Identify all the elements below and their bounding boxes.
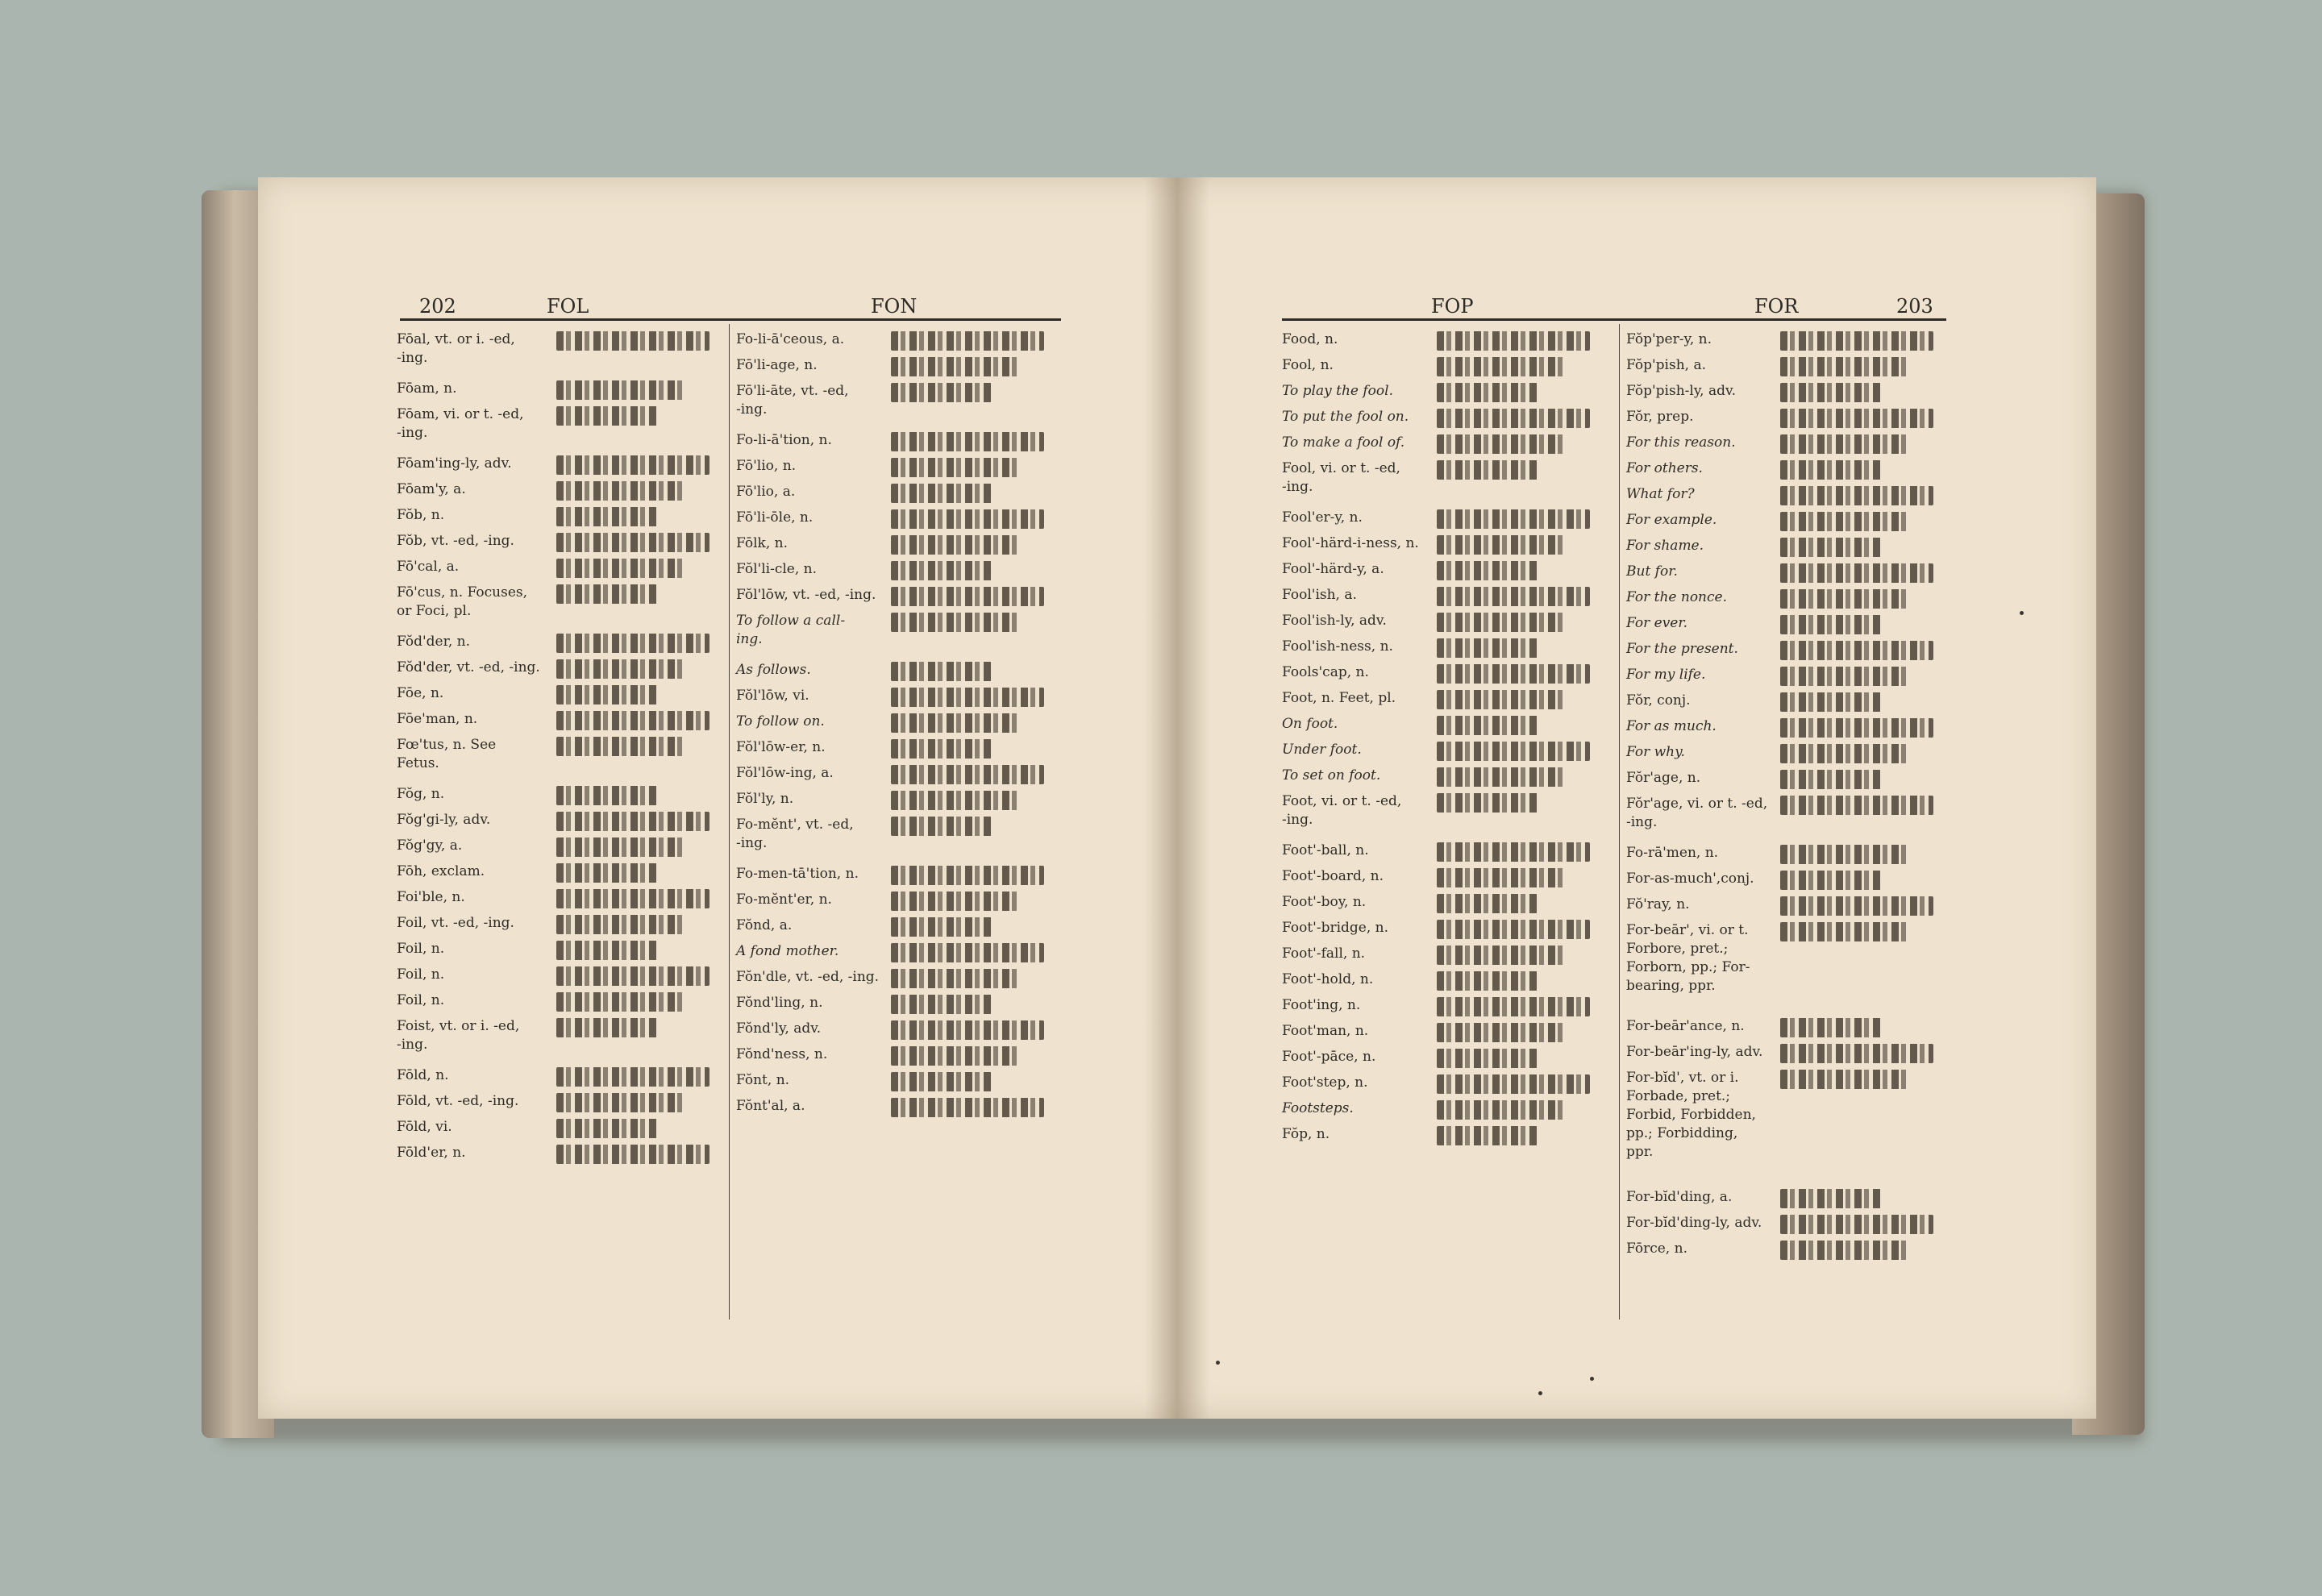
dictionary-entry: Fool'-härd-y, a. — [1282, 561, 1384, 577]
dictionary-entry: Foot'-bridge, n. — [1282, 920, 1389, 936]
paper-speck — [1590, 1377, 1594, 1381]
japanese-gloss-block — [1780, 1018, 1881, 1037]
dictionary-entry: On foot. — [1282, 716, 1338, 732]
dictionary-entry: Fool'er-y, n. — [1282, 509, 1363, 526]
japanese-gloss-block — [1780, 1241, 1909, 1260]
japanese-gloss-block — [556, 889, 710, 908]
dictionary-entry: Fōam, vi. or t. -ed, -ing. — [397, 406, 524, 441]
dictionary-entry: For example. — [1626, 512, 1717, 528]
dictionary-entry: Foot'-hold, n. — [1282, 971, 1374, 987]
japanese-gloss-block — [1780, 744, 1909, 763]
japanese-gloss-block — [1437, 460, 1538, 480]
dictionary-entry: Fŏnd'ling, n. — [736, 995, 823, 1011]
japanese-gloss-block — [891, 892, 1020, 911]
japanese-gloss-block — [1780, 486, 1933, 505]
dictionary-entry: Foil, n. — [397, 966, 445, 983]
dictionary-entry: To set on foot. — [1282, 767, 1381, 783]
dictionary-entry: Fōam'ing-ly, adv. — [397, 455, 512, 472]
book-gutter — [1145, 177, 1209, 1419]
dictionary-entry: Fŏn'dle, vt. -ed, -ing. — [736, 969, 880, 985]
japanese-gloss-block — [1437, 331, 1590, 351]
japanese-gloss-block — [1437, 767, 1566, 787]
japanese-gloss-block — [1437, 509, 1590, 529]
japanese-gloss-block — [891, 1020, 1044, 1040]
japanese-gloss-block — [556, 711, 710, 730]
right-heading-for: FOR — [1754, 295, 1799, 318]
dictionary-entry: Fŏd'der, n. — [397, 634, 471, 650]
paper-speck — [1538, 1391, 1542, 1395]
dictionary-entry: For-bĭd', vt. or i. Forbade, pret.; Forbid, Forbidden, pp.; Forbidding, ppr. — [1626, 1070, 1756, 1160]
left-page-number: 202 — [419, 295, 456, 318]
dictionary-entry: For the nonce. — [1626, 589, 1727, 605]
dictionary-entry: Fŏr'age, n. — [1626, 770, 1701, 786]
dictionary-entry: But for. — [1626, 563, 1678, 580]
japanese-gloss-block — [1437, 1074, 1590, 1094]
dictionary-entry: Foot'-board, n. — [1282, 868, 1384, 884]
japanese-gloss-block — [556, 685, 657, 704]
japanese-gloss-block — [891, 662, 992, 681]
dictionary-entry: For-beār'ance, n. — [1626, 1018, 1745, 1034]
japanese-gloss-block — [1437, 868, 1566, 887]
dictionary-entry: Fools'cap, n. — [1282, 664, 1369, 680]
dictionary-entry: Fŏg'gi-ly, adv. — [397, 812, 491, 828]
paper-speck — [1216, 1361, 1220, 1365]
dictionary-entry: Fō'li-ōle, n. — [736, 509, 814, 526]
japanese-gloss-block — [891, 739, 992, 759]
dictionary-entry: For ever. — [1626, 615, 1688, 631]
dictionary-entry: Fo-li-ā'tion, n. — [736, 432, 832, 448]
dictionary-entry: Footsteps. — [1282, 1100, 1354, 1116]
dictionary-entry: Fō'li-āte, vt. -ed, -ing. — [736, 383, 849, 418]
dictionary-entry: To follow a call- ing. — [736, 613, 846, 647]
japanese-gloss-block — [1437, 383, 1538, 402]
left-header-rule — [400, 318, 1061, 321]
japanese-gloss-block — [556, 837, 685, 857]
japanese-gloss-block — [1780, 357, 1909, 376]
japanese-gloss-block — [891, 509, 1044, 529]
japanese-gloss-block — [1780, 1070, 1909, 1089]
dictionary-entry: Fō'li-age, n. — [736, 357, 818, 373]
dictionary-entry: Fōld, vt. -ed, -ing. — [397, 1093, 519, 1109]
japanese-gloss-block — [556, 915, 685, 934]
dictionary-entry: Fŏl'ly, n. — [736, 791, 794, 807]
dictionary-entry: Fo-rā'men, n. — [1626, 845, 1719, 861]
dictionary-entry: For-beār'ing-ly, adv. — [1626, 1044, 1763, 1060]
dictionary-entry: Fō'lio, a. — [736, 484, 796, 500]
japanese-gloss-block — [556, 1145, 710, 1164]
japanese-gloss-block — [556, 533, 710, 552]
dictionary-entry: Foot'-fall, n. — [1282, 946, 1366, 962]
japanese-gloss-block — [1780, 434, 1909, 454]
dictionary-entry: Fōh, exclam. — [397, 863, 485, 879]
japanese-gloss-block — [1437, 561, 1538, 580]
japanese-gloss-block — [556, 966, 710, 986]
dictionary-entry: For-as-much',conj. — [1626, 871, 1754, 887]
dictionary-entry: Fōe, n. — [397, 685, 444, 701]
dictionary-entry: To play the fool. — [1282, 383, 1393, 399]
japanese-gloss-block — [1437, 920, 1590, 939]
japanese-gloss-block — [1780, 641, 1933, 660]
dictionary-entry: Foot, n. Feet, pl. — [1282, 690, 1396, 706]
dictionary-entry: Fŏl'lōw, vi. — [736, 688, 809, 704]
japanese-gloss-block — [1437, 638, 1538, 658]
left-column-rule — [729, 324, 730, 1320]
japanese-gloss-block — [556, 659, 685, 679]
japanese-gloss-block — [1780, 331, 1933, 351]
dictionary-entry: For this reason. — [1626, 434, 1736, 451]
dictionary-entry: For-beār', vi. or t. Forbore, pret.; Forborn, pp.; For- bearing, ppr. — [1626, 922, 1750, 994]
japanese-gloss-block — [891, 765, 1044, 784]
japanese-gloss-block — [891, 561, 992, 580]
dictionary-entry: Fŏnt'al, a. — [736, 1098, 805, 1114]
japanese-gloss-block — [1437, 587, 1590, 606]
japanese-gloss-block — [1437, 434, 1566, 454]
right-column-rule — [1619, 324, 1620, 1320]
dictionary-entry: Fō'cus, n. Focuses, or Foci, pl. — [397, 584, 528, 619]
japanese-gloss-block — [891, 383, 992, 402]
dictionary-entry: For the present. — [1626, 641, 1738, 657]
japanese-gloss-block — [891, 1072, 992, 1091]
dictionary-entry: Foil, n. — [397, 992, 445, 1008]
japanese-gloss-block — [891, 917, 992, 937]
dictionary-entry: Fool, n. — [1282, 357, 1334, 373]
japanese-gloss-block — [1437, 1100, 1566, 1120]
dictionary-entry: Foot'-boy, n. — [1282, 894, 1367, 910]
japanese-gloss-block — [1437, 742, 1590, 761]
dictionary-entry: Fo-men-tā'tion, n. — [736, 866, 859, 882]
dictionary-entry: Foil, n. — [397, 941, 445, 957]
dictionary-entry: Fōld, n. — [397, 1067, 449, 1083]
japanese-gloss-block — [891, 713, 1020, 733]
dictionary-entry: Fōam'y, a. — [397, 481, 466, 497]
dictionary-entry: Fool'ish-ly, adv. — [1282, 613, 1387, 629]
dictionary-entry: As follows. — [736, 662, 811, 678]
dictionary-entry: Fŏr'age, vi. or t. -ed, -ing. — [1626, 796, 1768, 830]
japanese-gloss-block — [556, 786, 657, 805]
japanese-gloss-block — [556, 1119, 657, 1138]
dictionary-entry: Fo-li-ā'ceous, a. — [736, 331, 845, 347]
dictionary-entry: Fŏr, conj. — [1626, 692, 1691, 709]
japanese-gloss-block — [556, 507, 657, 526]
dictionary-entry: Foot'-ball, n. — [1282, 842, 1369, 858]
left-heading-fon: FON — [871, 295, 918, 318]
right-header-rule — [1282, 318, 1946, 321]
dictionary-entry: Fŏnd, a. — [736, 917, 793, 933]
dictionary-entry: Fŏ'ray, n. — [1626, 896, 1690, 912]
japanese-gloss-block — [556, 737, 685, 756]
dictionary-entry: Fō'cal, a. — [397, 559, 460, 575]
japanese-gloss-block — [891, 484, 992, 503]
dictionary-entry: Fŏl'li-cle, n. — [736, 561, 818, 577]
dictionary-entry: To put the fool on. — [1282, 409, 1409, 425]
japanese-gloss-block — [1780, 512, 1909, 531]
right-heading-fop: FOP — [1431, 295, 1474, 318]
dictionary-entry: Fool, vi. or t. -ed, -ing. — [1282, 460, 1400, 495]
japanese-gloss-block — [1780, 667, 1909, 686]
japanese-gloss-block — [1437, 535, 1566, 555]
dictionary-entry: Fœ'tus, n. See Fetus. — [397, 737, 497, 771]
japanese-gloss-block — [1780, 692, 1881, 712]
japanese-gloss-block — [1437, 1049, 1538, 1068]
dictionary-entry: Foist, vt. or i. -ed, -ing. — [397, 1018, 520, 1053]
japanese-gloss-block — [1437, 793, 1538, 813]
japanese-gloss-block — [1437, 1023, 1566, 1042]
japanese-gloss-block — [1780, 460, 1881, 480]
dictionary-entry: Under foot. — [1282, 742, 1362, 758]
dictionary-entry: For-bĭd'ding, a. — [1626, 1189, 1733, 1205]
japanese-gloss-block — [1437, 716, 1538, 735]
japanese-gloss-block — [891, 587, 1044, 606]
japanese-gloss-block — [891, 1098, 1044, 1117]
dictionary-entry: To follow on. — [736, 713, 825, 729]
japanese-gloss-block — [556, 1093, 685, 1112]
dictionary-entry: A fond mother. — [736, 943, 839, 959]
japanese-gloss-block — [891, 688, 1044, 707]
dictionary-entry: For why. — [1626, 744, 1685, 760]
right-page — [1177, 177, 2096, 1419]
japanese-gloss-block — [1780, 845, 1909, 864]
japanese-gloss-block — [556, 406, 657, 426]
dictionary-entry: Fŏd'der, vt. -ed, -ing. — [397, 659, 540, 675]
japanese-gloss-block — [556, 1067, 710, 1087]
dictionary-entry: What for? — [1626, 486, 1695, 502]
japanese-gloss-block — [1780, 409, 1933, 428]
dictionary-entry: Foot'step, n. — [1282, 1074, 1368, 1091]
japanese-gloss-block — [556, 380, 685, 400]
japanese-gloss-block — [891, 458, 1020, 477]
dictionary-entry: Foi'ble, n. — [397, 889, 465, 905]
dictionary-entry: Fool'ish-ness, n. — [1282, 638, 1393, 655]
japanese-gloss-block — [891, 995, 992, 1014]
left-heading-fol: FOL — [547, 295, 589, 318]
japanese-gloss-block — [1780, 563, 1933, 583]
japanese-gloss-block — [891, 535, 1020, 555]
dictionary-entry: Fŏp, n. — [1282, 1126, 1330, 1142]
dictionary-entry: Foot'-pāce, n. — [1282, 1049, 1376, 1065]
dictionary-entry: Fŏp'pish, a. — [1626, 357, 1706, 373]
dictionary-entry: Fŏp'pish-ly, adv. — [1626, 383, 1736, 399]
dictionary-entry: Fōlk, n. — [736, 535, 788, 551]
japanese-gloss-block — [891, 357, 1020, 376]
japanese-gloss-block — [1780, 1189, 1881, 1208]
japanese-gloss-block — [1780, 796, 1933, 815]
japanese-gloss-block — [1437, 409, 1590, 428]
japanese-gloss-block — [556, 559, 685, 578]
japanese-gloss-block — [1437, 971, 1538, 991]
japanese-gloss-block — [1780, 589, 1909, 609]
dictionary-entry: Foot'man, n. — [1282, 1023, 1369, 1039]
japanese-gloss-block — [1780, 770, 1881, 789]
dictionary-entry: For as much. — [1626, 718, 1717, 734]
japanese-gloss-block — [556, 863, 657, 883]
japanese-gloss-block — [556, 941, 657, 960]
left-page — [258, 177, 1177, 1419]
dictionary-entry: Fŏg, n. — [397, 786, 445, 802]
japanese-gloss-block — [891, 943, 1044, 962]
japanese-gloss-block — [1780, 922, 1909, 941]
dictionary-entry: Fōrce, n. — [1626, 1241, 1687, 1257]
japanese-gloss-block — [556, 584, 657, 604]
japanese-gloss-block — [1780, 896, 1933, 916]
dictionary-entry: Fŏg'gy, a. — [397, 837, 463, 854]
japanese-gloss-block — [1437, 894, 1538, 913]
dictionary-entry: Fōam, n. — [397, 380, 457, 397]
japanese-gloss-block — [891, 613, 1020, 632]
japanese-gloss-block — [1437, 690, 1566, 709]
dictionary-entry: To make a fool of. — [1282, 434, 1405, 451]
dictionary-entry: Foil, vt. -ed, -ing. — [397, 915, 514, 931]
dictionary-entry: Fōe'man, n. — [397, 711, 478, 727]
dictionary-entry: Fŏl'lōw, vt. -ed, -ing. — [736, 587, 876, 603]
japanese-gloss-block — [1780, 538, 1881, 557]
japanese-gloss-block — [1780, 383, 1881, 402]
right-page-number: 203 — [1896, 295, 1933, 318]
japanese-gloss-block — [1437, 946, 1566, 965]
dictionary-entry: For shame. — [1626, 538, 1704, 554]
japanese-gloss-block — [1780, 615, 1881, 634]
dictionary-entry: Fŏp'per-y, n. — [1626, 331, 1712, 347]
dictionary-entry: Fŏnd'ly, adv. — [736, 1020, 822, 1037]
dictionary-entry: Foot, vi. or t. -ed, -ing. — [1282, 793, 1402, 828]
japanese-gloss-block — [891, 432, 1044, 451]
dictionary-entry: Fool'ish, a. — [1282, 587, 1357, 603]
japanese-gloss-block — [1437, 664, 1590, 684]
japanese-gloss-block — [891, 866, 1044, 885]
japanese-gloss-block — [1780, 718, 1933, 738]
dictionary-entry: Fōld, vi. — [397, 1119, 452, 1135]
dictionary-entry: Food, n. — [1282, 331, 1338, 347]
japanese-gloss-block — [556, 1018, 657, 1037]
dictionary-entry: Fŏl'lōw-er, n. — [736, 739, 826, 755]
japanese-gloss-block — [891, 817, 992, 836]
dictionary-entry: Fŏb, vt. -ed, -ing. — [397, 533, 514, 549]
dictionary-entry: Fōld'er, n. — [397, 1145, 466, 1161]
japanese-gloss-block — [1780, 1215, 1933, 1234]
dictionary-entry: Fō'lio, n. — [736, 458, 797, 474]
japanese-gloss-block — [891, 331, 1044, 351]
dictionary-entry: Fŏnd'ness, n. — [736, 1046, 828, 1062]
dictionary-entry: Fŏnt, n. — [736, 1072, 790, 1088]
dictionary-entry: Fōal, vt. or i. -ed, -ing. — [397, 331, 515, 366]
japanese-gloss-block — [556, 812, 710, 831]
japanese-gloss-block — [556, 331, 710, 351]
dictionary-entry: Fo-mĕnt'er, n. — [736, 892, 832, 908]
japanese-gloss-block — [1437, 1126, 1538, 1145]
dictionary-entry: Fŏr, prep. — [1626, 409, 1694, 425]
japanese-gloss-block — [1437, 357, 1566, 376]
japanese-gloss-block — [891, 969, 1020, 988]
dictionary-entry: Fo-mĕnt', vt. -ed, -ing. — [736, 817, 854, 851]
dictionary-entry: Fool'-härd-i-ness, n. — [1282, 535, 1419, 551]
japanese-gloss-block — [1437, 997, 1590, 1016]
japanese-gloss-block — [556, 992, 685, 1012]
japanese-gloss-block — [1437, 613, 1566, 632]
japanese-gloss-block — [1780, 1044, 1933, 1063]
japanese-gloss-block — [891, 791, 1020, 810]
paper-speck — [2020, 611, 2024, 615]
dictionary-entry: Fŏb, n. — [397, 507, 445, 523]
japanese-gloss-block — [556, 455, 710, 475]
dictionary-entry: Foot'ing, n. — [1282, 997, 1361, 1013]
japanese-gloss-block — [556, 634, 710, 653]
dictionary-entry: For-bĭd'ding-ly, adv. — [1626, 1215, 1762, 1231]
dictionary-entry: Fŏl'lōw-ing, a. — [736, 765, 834, 781]
japanese-gloss-block — [1437, 842, 1590, 862]
japanese-gloss-block — [556, 481, 685, 501]
japanese-gloss-block — [1780, 871, 1881, 890]
dictionary-entry: For my life. — [1626, 667, 1706, 683]
dictionary-entry: For others. — [1626, 460, 1703, 476]
japanese-gloss-block — [891, 1046, 1020, 1066]
